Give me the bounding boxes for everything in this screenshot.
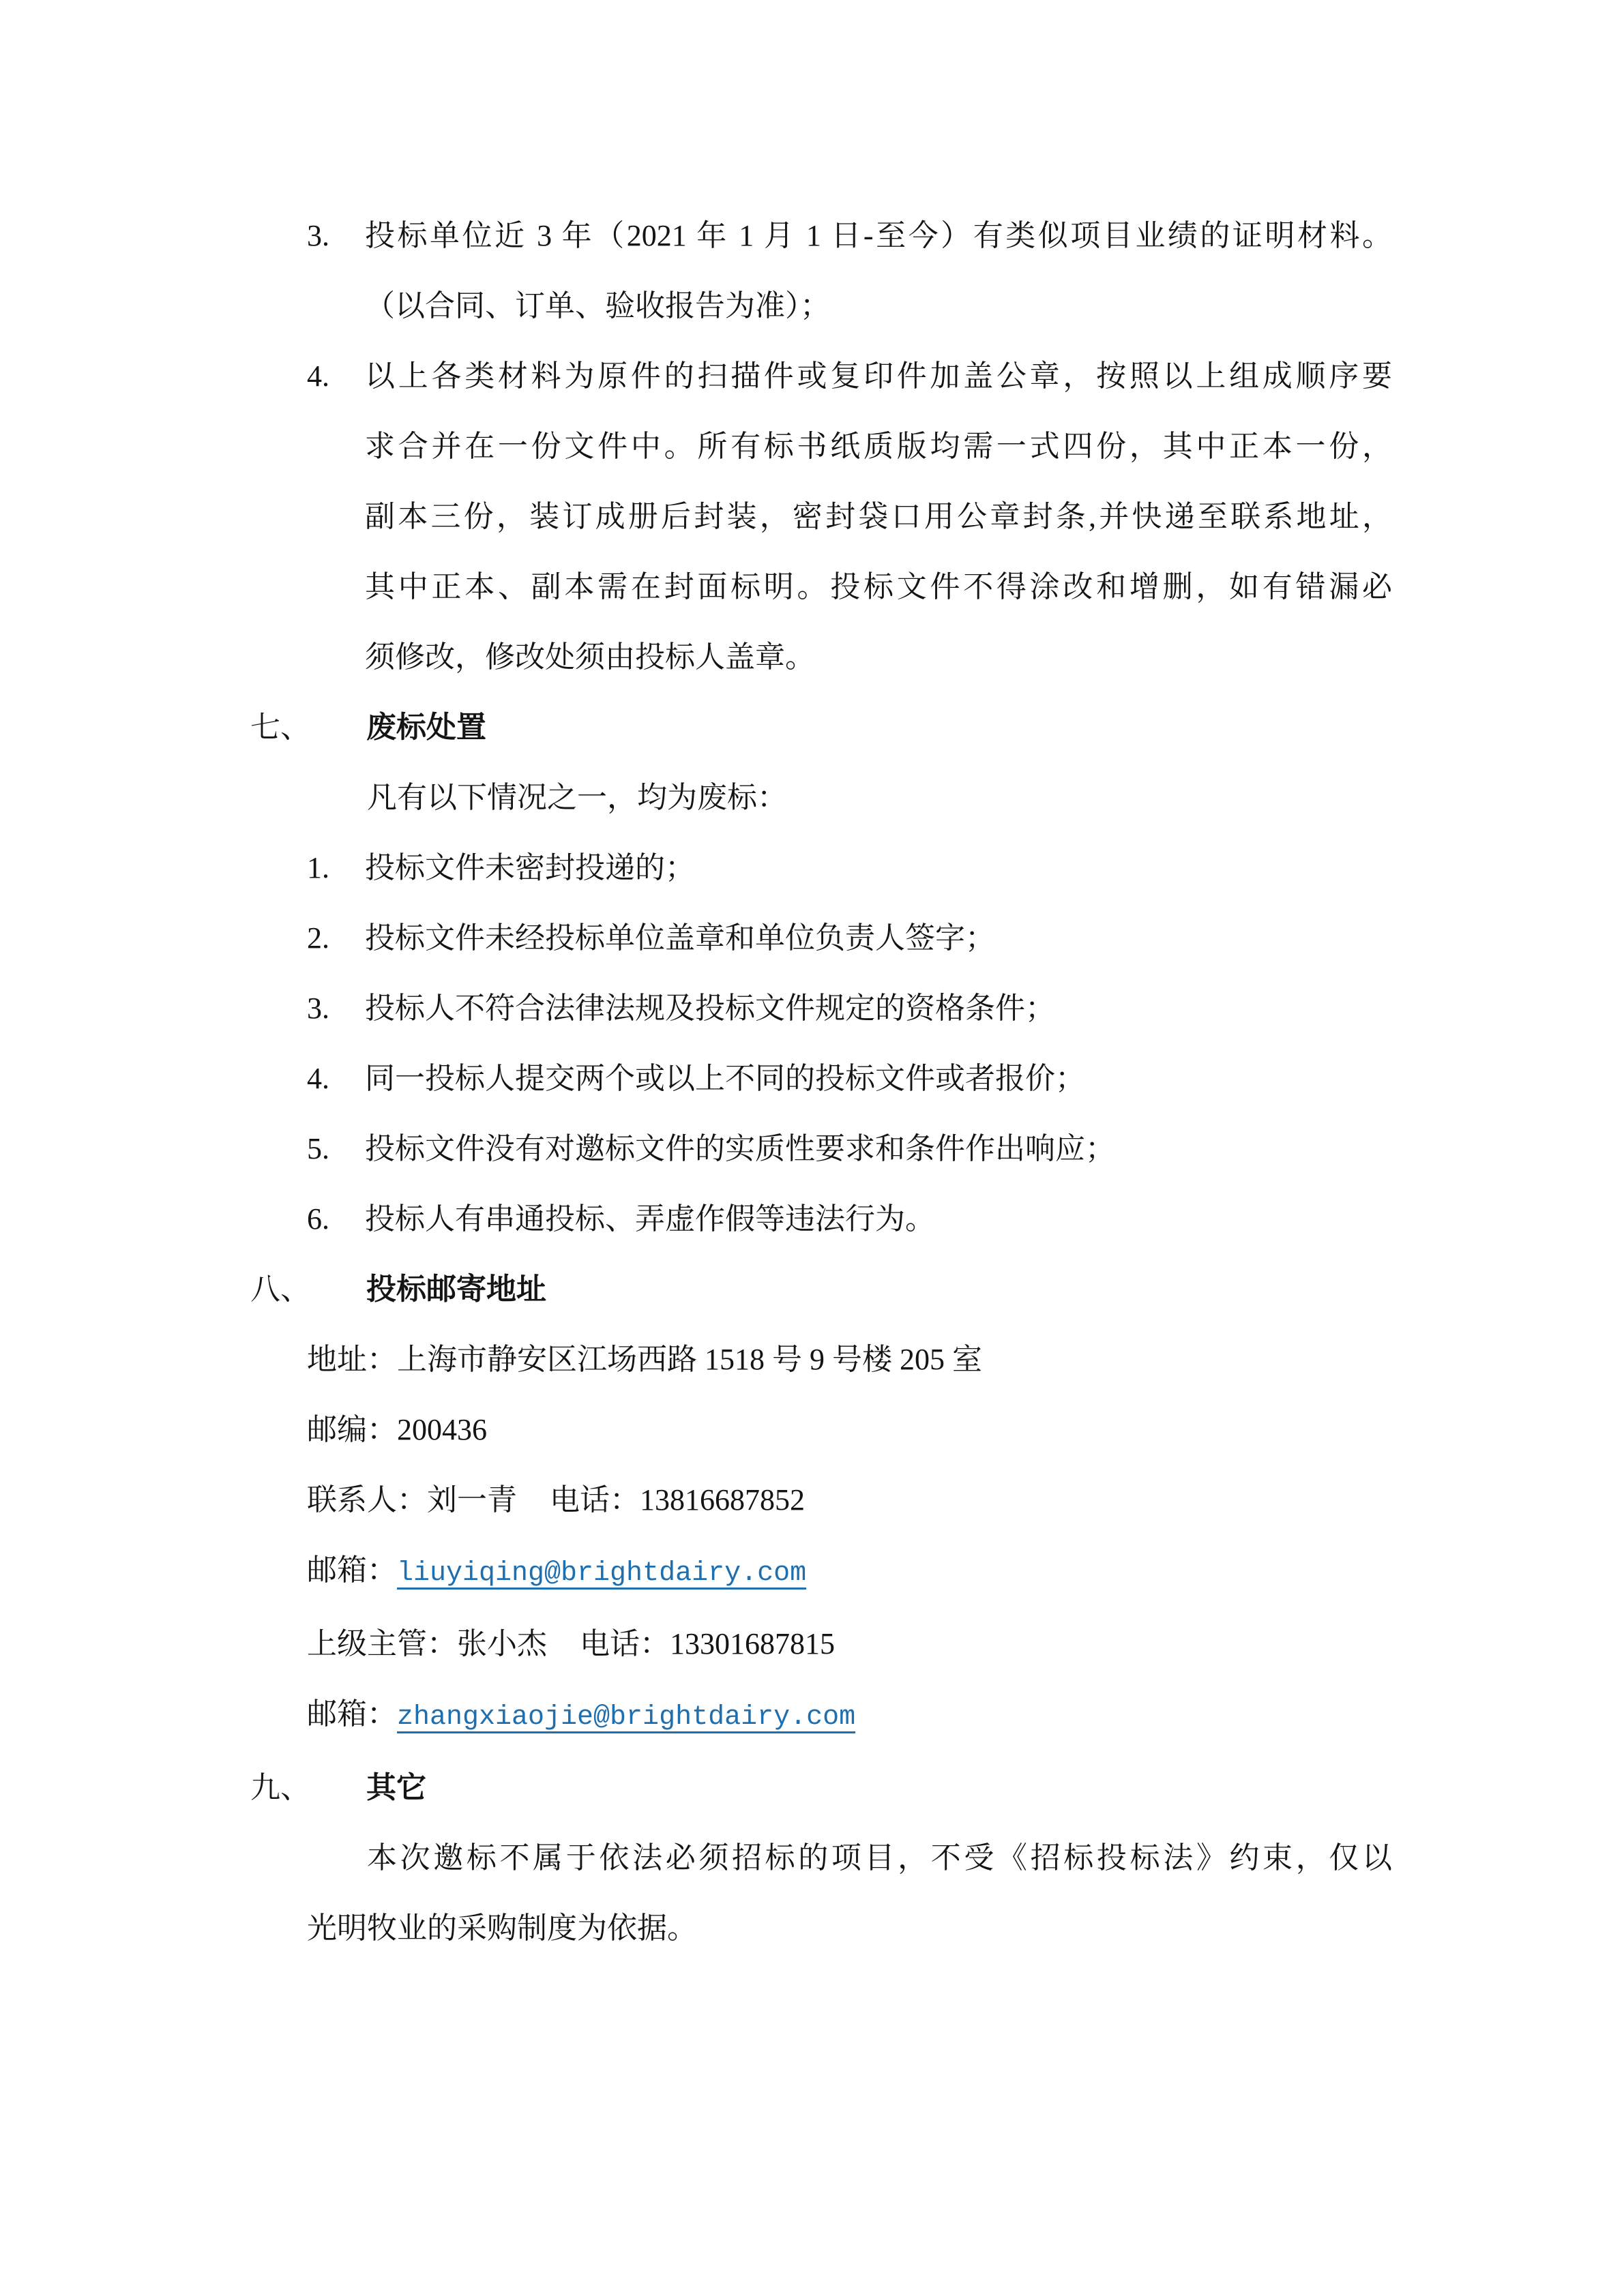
section-8-header [250, 1254, 1392, 1324]
item-text-line: 副本三份，装订成册后封装，密封袋口用公章封条,并快递至联系地址， [365, 500, 1392, 533]
item-text [365, 1114, 1392, 1184]
item-number: 1. [307, 851, 329, 884]
item-number: 2. [307, 921, 329, 955]
section-7-title: 废标处置 [366, 711, 486, 744]
contact-line [307, 1679, 1392, 1753]
item-text [365, 200, 1392, 341]
contact-line [307, 1535, 1392, 1609]
section-7-intro: 凡有以下情况之一，均为废标： [367, 781, 787, 814]
item-text-line: 投标人有串通投标、弄虚作假等违法行为。 [365, 1202, 935, 1236]
item-text [365, 903, 1392, 973]
list-item [307, 1114, 1392, 1184]
paragraph-line: 光明牧业的采购制度为依据。 [307, 1911, 697, 1945]
item-text-line: 以上各类材料为原件的扫描件或复印件加盖公章，按照以上组成顺序要 [365, 359, 1392, 393]
item-text-line: 投标文件未密封投递的； [365, 851, 695, 884]
contact-text: 地址：上海市静安区江场西路 1518 号 9 号楼 205 室 [307, 1343, 982, 1376]
section-8-title: 投标邮寄地址 [366, 1272, 546, 1306]
list-item [307, 903, 1392, 973]
paragraph-line: 本次邀标不属于依法必须招标的项目，不受《招标投标法》约束，仅以 [367, 1841, 1392, 1875]
item-text-line: 同一投标人提交两个或以上不同的投标文件或者报价； [365, 1062, 1085, 1095]
list-item [307, 833, 1392, 903]
contact-line [307, 1324, 1392, 1395]
contact-text: 邮箱： [307, 1697, 397, 1731]
section-7-list [250, 833, 1392, 1254]
section-7-header [250, 692, 1392, 762]
item-text-line: 投标文件未经投标单位盖章和单位负责人签字； [365, 921, 995, 955]
list-item [307, 973, 1392, 1043]
contact-text: 电话：13301687815 [580, 1627, 835, 1660]
top-numbered-list [250, 200, 1392, 692]
item-text-line: 投标单位近 3 年（2021 年 1 月 1 日-至今）有类似项目业绩的证明材料。 [365, 219, 1392, 252]
item-text [365, 973, 1392, 1043]
email-link-liuyiqing[interactable]: liuyiqing@brightdairy.com [397, 1558, 807, 1589]
section-9-paragraph [250, 1823, 1392, 1963]
item-number: 3. [307, 992, 329, 1025]
item-text-line: 投标人不符合法律法规及投标文件规定的资格条件； [365, 992, 1055, 1025]
contact-line [307, 1465, 1392, 1535]
document-content [250, 200, 1392, 1963]
item-number: 4. [307, 359, 329, 393]
contact-line [307, 1609, 1392, 1679]
item-number: 4. [307, 1062, 329, 1095]
item-text-line: （以合同、订单、验收报告为准）； [365, 289, 830, 323]
email-link-zhangxiaojie[interactable]: zhangxiaojie@brightdairy.com [397, 1702, 856, 1733]
contact-text: 联系人：刘一青 [307, 1483, 517, 1517]
section-9-header [250, 1753, 1392, 1823]
section-9-number: 九、 [250, 1771, 310, 1804]
section-9-title: 其它 [366, 1771, 426, 1804]
item-number: 3. [307, 219, 329, 252]
contact-text: 上级主管：张小杰 [307, 1627, 547, 1660]
list-item [307, 200, 1392, 341]
contact-text: 电话：13816687852 [550, 1483, 805, 1517]
contact-text: 邮编：200436 [307, 1413, 487, 1446]
item-text-line: 求合并在一份文件中。所有标书纸质版均需一式四份，其中正本一份， [365, 430, 1392, 463]
item-text [365, 1184, 1392, 1254]
list-item [307, 1043, 1392, 1114]
item-number: 6. [307, 1202, 329, 1236]
item-text-line: 须修改，修改处须由投标人盖章。 [365, 640, 815, 674]
item-text [365, 833, 1392, 903]
item-text [365, 341, 1392, 692]
list-item [307, 1184, 1392, 1254]
item-number: 5. [307, 1132, 329, 1165]
address-block [250, 1324, 1392, 1753]
list-item [307, 341, 1392, 692]
item-text [365, 1043, 1392, 1114]
contact-text: 邮箱： [307, 1553, 397, 1587]
item-text-line: 投标文件没有对邀标文件的实质性要求和条件作出响应； [365, 1132, 1115, 1165]
section-8-number: 八、 [250, 1272, 310, 1306]
section-7-number: 七、 [250, 711, 310, 744]
item-text-line: 其中正本、副本需在封面标明。投标文件不得涂改和增删，如有错漏必 [365, 570, 1392, 603]
contact-line [307, 1395, 1392, 1465]
